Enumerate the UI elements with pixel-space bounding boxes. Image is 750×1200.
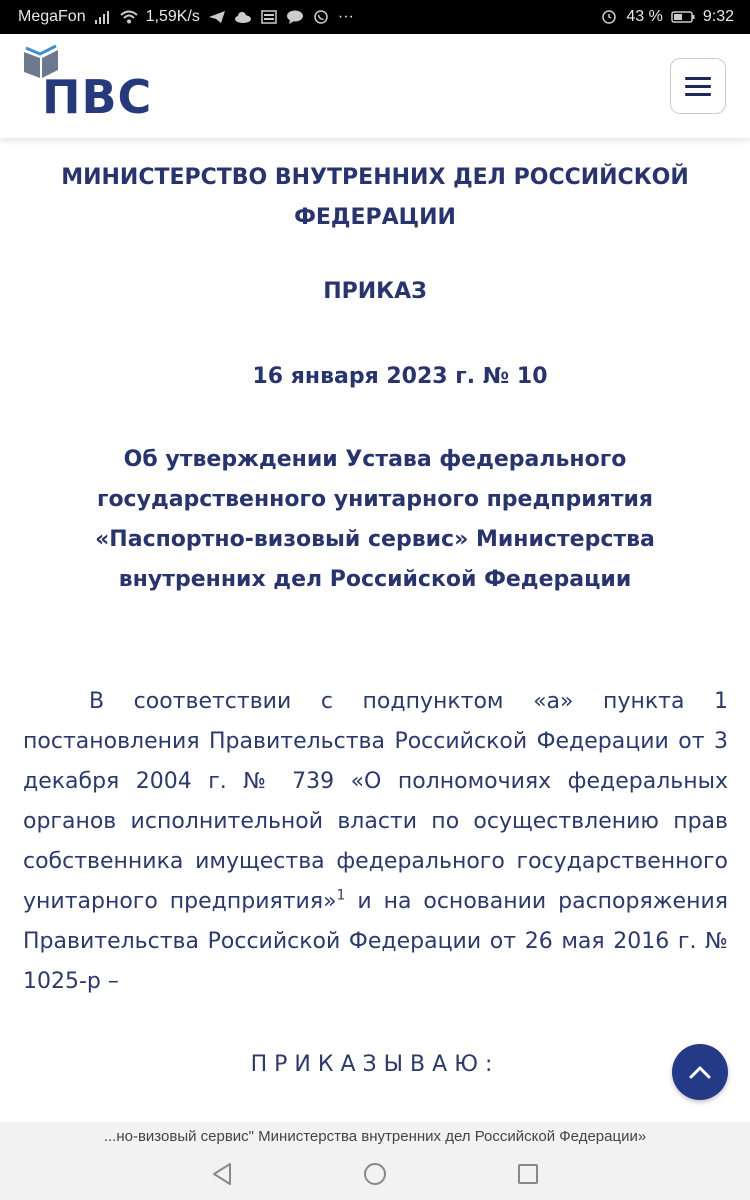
order-heading: ПРИКАЗ <box>323 279 427 304</box>
scroll-top-button[interactable] <box>672 1044 728 1100</box>
status-bar <box>0 0 750 34</box>
news-icon <box>260 10 278 24</box>
recents-square-icon <box>514 1160 542 1188</box>
telegram-icon <box>208 10 226 24</box>
back-triangle-icon <box>208 1160 236 1188</box>
page-title-bar: ...но-визовый сервис" Министерства внутренних дел Российской Федерации» <box>103 1128 647 1145</box>
document-content <box>0 138 750 1122</box>
order-date-number: 16 января 2023 г. № 10 <box>252 364 548 389</box>
order-subject: Об утверждении Устава федерального государственного унитарного предприятия «Паспортно-визовый сервис» Министерства внутренних дел Российской Федерации <box>95 447 655 592</box>
logo-text: ПВС <box>42 70 153 124</box>
site-header <box>0 34 750 138</box>
battery-icon <box>671 10 695 24</box>
footnote-link[interactable]: 1 <box>336 887 346 904</box>
signal-icon <box>94 10 112 24</box>
body-paragraph <box>23 682 728 1002</box>
ministry-heading: МИНИСТЕРСТВО ВНУТРЕННИХ ДЕЛ РОССИЙСКОЙ ФЕДЕРАЦИИ <box>61 165 689 230</box>
battery-percent: 43 % <box>626 8 663 25</box>
hamburger-line <box>685 93 711 96</box>
more-notifications: ··· <box>337 8 354 25</box>
alarm-icon <box>600 10 618 24</box>
wifi-icon <box>120 10 138 24</box>
chevron-up-icon <box>689 1065 711 1079</box>
hamburger-line <box>685 85 711 88</box>
decree-heading: ПРИКАЗЫВАЮ: <box>250 1052 500 1077</box>
chat-icon <box>286 10 304 24</box>
clock: 9:32 <box>702 8 734 25</box>
site-logo[interactable] <box>22 44 172 124</box>
body-text-part1: В соответствии с подпунктом «а» пункта 1 постановления Правительства Российской Федерации от 3 декабря 2004 г. № 739 «О полномочиях федеральных органов исполнительной власти по осуществлению прав собственника имущества федерального государственного унитарного предприятия» <box>23 689 728 914</box>
hamburger-icon <box>685 77 711 80</box>
bottom-bar <box>0 1122 750 1200</box>
viber-icon <box>312 10 330 24</box>
nav-recents-button[interactable] <box>514 1160 542 1188</box>
nav-back-button[interactable] <box>208 1160 236 1188</box>
nav-home-button[interactable] <box>361 1160 389 1188</box>
menu-button[interactable] <box>670 58 726 114</box>
home-circle-icon <box>361 1160 389 1188</box>
network-speed: 1,59K/s <box>145 8 200 25</box>
body-text-part2: и на основании распоряжения Правительства Российской Федерации от 26 мая 2016 г. № 1025-р – <box>23 889 728 994</box>
cloud-icon <box>234 10 252 24</box>
carrier-label: MegaFon <box>18 8 86 25</box>
